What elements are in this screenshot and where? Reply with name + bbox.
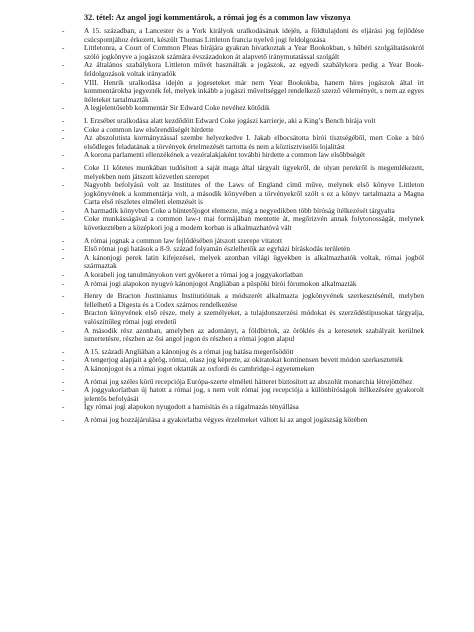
list-item bbox=[62, 280, 424, 289]
bullet-dash: - bbox=[62, 244, 65, 254]
list-item-text: A római jog hozzájárulása a gyakorlatba végyes érzelmeket váltott ki az angol jogászság körében bbox=[84, 414, 368, 424]
list-item-text: Nagyobb befolyású volt az Institutes of the Laws of England című műve, melynek első könyve Littleton jogkönyvének a kommentárja volt, a második könyvében a törvényekről szólt s ez a könyv tartalmazta a Magna Carta első részletes elméleti elemzését is bbox=[84, 180, 424, 207]
list-item bbox=[62, 254, 424, 271]
list-item-text: A tengerjog alapjait a görög, római, olasz jog képezte, az okiratokat kontinensen bevett módon szerkesztették bbox=[84, 355, 404, 365]
bullet-dash: - bbox=[62, 414, 65, 424]
list-item-text: Első római jogi hatások a 8-9. század folyamán észlelhetők az egyházi bíráskodás területén bbox=[84, 244, 351, 254]
list-item bbox=[62, 79, 424, 105]
list-item-text: Az abszolutista kormányzással szembe helyezkedve I. Jakab elbocsátotta bírói tisztségéből, mert Coke a bíró elsődleges feladatának a törvények értelmezését tartotta és nem a köztisztviselői lojalitást bbox=[84, 133, 424, 151]
list-item-text: A 15. században, a Lancester és a York királyok uralkodásának idején, a földtulajdoni és eljárási jog fejlődése csúcspontjához érkezett, készült Thomas Littleton francia nyelvű jogi feldolgozása bbox=[84, 26, 424, 44]
list-item-text: A második rész azonban, amelyben az adományt, a földbirtok, az öröklés és a keresetek szabályait kerülnek ismertetésre, részben az ősi angol jogon és részben a római jogon alapul bbox=[84, 325, 424, 344]
list-item bbox=[62, 44, 424, 61]
list-item bbox=[62, 309, 424, 326]
bullet-dash: - bbox=[62, 60, 65, 70]
bullet-dash: - bbox=[62, 355, 65, 365]
list-item-text: A 15. századi Angliában a kánonjog és a római jog hatása megerősödött bbox=[84, 346, 294, 356]
list-item-text: A korona parlamenti ellenzékének a vezéralakjaként további hirdette a common law elsőbbségét bbox=[84, 150, 366, 160]
list-item-text: A római jognak a common law fejlődésében játszott szerepe vitatott bbox=[84, 235, 282, 245]
bullet-dash: - bbox=[62, 291, 65, 301]
list-item-text: A római jogi alapokon nyugvó kánonjogot Angliában a püspöki bírói fórumokon alkalmazták bbox=[84, 278, 357, 288]
list-item-text: A kánonjogi perek latin kifejezései, melyek azonban világi ügyekben is alkalmazhatók voltak, római jogból származtak bbox=[84, 252, 424, 271]
list-item bbox=[62, 164, 424, 181]
bullet-dash: - bbox=[62, 162, 65, 172]
bullet-dash: - bbox=[62, 308, 65, 318]
bullet-dash: - bbox=[62, 278, 65, 288]
bullet-dash: - bbox=[62, 385, 65, 395]
list-item bbox=[62, 151, 424, 160]
bullet-dash: - bbox=[62, 346, 65, 356]
list-item-text: Bracton könyvének első része, mely a személyeket, a tulajdonszerzési módokat és szerződéstípusokat tárgyalja, valószínűleg római jogi eredetű bbox=[84, 308, 424, 326]
list-item bbox=[62, 292, 424, 309]
bullet-dash: - bbox=[62, 363, 65, 373]
list-item bbox=[62, 327, 424, 344]
list-item-text: Coke a common law elsőrendűségét hirdette bbox=[84, 124, 214, 134]
list-item-text: A joggyakorlatban új hatott a római jog, s nem volt római jog recepciója a különbíróságok ítélkezésére gyakorolt jelentős befolyását bbox=[84, 385, 424, 403]
list-item-text: A kánonjogot és a római jogot oktatták az oxfordi és cambridge-i egyetemeken bbox=[84, 363, 315, 373]
list-item bbox=[62, 215, 424, 232]
bullet-dash: - bbox=[62, 133, 65, 143]
list-item-text: Henry de Bracton Justinianus Institutióinak a módszerét alkalmazta jogkönyvének szerkesztésénél, melyben fellelhető a Digesta és a Codex számos rendelkezése bbox=[84, 291, 424, 309]
list-item bbox=[62, 61, 424, 78]
bullet-dash: - bbox=[62, 325, 65, 335]
list-item-text: A római jog széles körű recepciója Európa-szerte elméleti hátteret biztosított az abszolút monarchia létrejöttéhez bbox=[84, 376, 413, 386]
list-item-text: VIII. Henrik uralkodása idején a jogeseteket már nem Year Bookokba, hanem híres jogászok által írt kommentárokba jegyezték fel, melyek inkább a jogászi műveltséggel rendelkező szerző véleményét, s nem az egyes ítéleteket tartalmazták bbox=[84, 77, 424, 104]
bullet-dash: - bbox=[62, 205, 65, 215]
list-item-text: Coke munkásságával a common law-t mai formájában mentette át, megőrizvén annak folytonosságát, melynek következtében a középkori jog a modern korban is alkalmazhatóvá vált bbox=[84, 214, 424, 233]
list-item bbox=[62, 403, 424, 412]
bullet-dash: - bbox=[62, 115, 65, 125]
list-item-text: A legjelentősebb kommentár Sir Edward Coke nevéhez kötődik bbox=[84, 103, 270, 113]
bullet-dash: - bbox=[62, 376, 65, 386]
bullet-dash: - bbox=[62, 77, 65, 87]
list-item-text: A korabeli jog tanulmányokon vert gyökeret a római jog a joggyakorlatban bbox=[84, 270, 303, 280]
list-item bbox=[62, 27, 424, 44]
list-item-text: A harmadik könyvben Coke a büntetőjogot elemezte, míg a negyedikben több bíróság ítélkezését tárgyalta bbox=[84, 205, 395, 215]
list-item bbox=[62, 416, 424, 425]
list-item-text: Így római jogi alapokon nyugodott a hamisítás és a rágalmazás tényállása bbox=[84, 402, 299, 412]
list-item-text: Coke 11 kötetes munkában tudósított a saját maga által tárgyalt ügyekről, de olyan perekről is megemlékezett, melyekben nem játszott közvetlen szerepet bbox=[84, 162, 424, 181]
list-item bbox=[62, 181, 424, 207]
bullet-dash: - bbox=[62, 270, 65, 280]
bullet-dash: - bbox=[62, 103, 65, 113]
bullet-dash: - bbox=[62, 26, 65, 35]
bullet-dash: - bbox=[62, 402, 65, 412]
bullet-list bbox=[62, 27, 424, 425]
list-item-text: Az általános szabálykora Littleton művét használták a jogászok, az egyedi szabálykora pedig a Year Book-feldolgozások voltak irányadók bbox=[84, 60, 424, 78]
list-item-text: I. Erzsébet uralkodása alatt kezdődött Edward Coke jogászi karrierje, aki a King’s Bench bírája volt bbox=[84, 115, 376, 125]
list-item bbox=[62, 104, 424, 113]
bullet-dash: - bbox=[62, 235, 65, 245]
list-item bbox=[62, 386, 424, 403]
list-item bbox=[62, 365, 424, 374]
bullet-dash: - bbox=[62, 214, 65, 224]
page-title: 32. tétel: Az angol jogi kommentárok, a római jog és a common law viszonya bbox=[84, 13, 351, 22]
bullet-dash: - bbox=[62, 150, 65, 160]
list-item bbox=[62, 134, 424, 151]
list-item-text: Littletonra, a Court of Common Pleas bírájára gyakran hivatkoztak a Year Bookokban, s hűbéri szolgáltatásokról szóló jogkönyve a jogászok számára évszázadokon át alapvető iránymutatással szolgált bbox=[84, 43, 424, 61]
bullet-dash: - bbox=[62, 124, 65, 134]
bullet-dash: - bbox=[62, 252, 65, 262]
bullet-dash: - bbox=[62, 43, 65, 53]
bullet-dash: - bbox=[62, 180, 65, 190]
